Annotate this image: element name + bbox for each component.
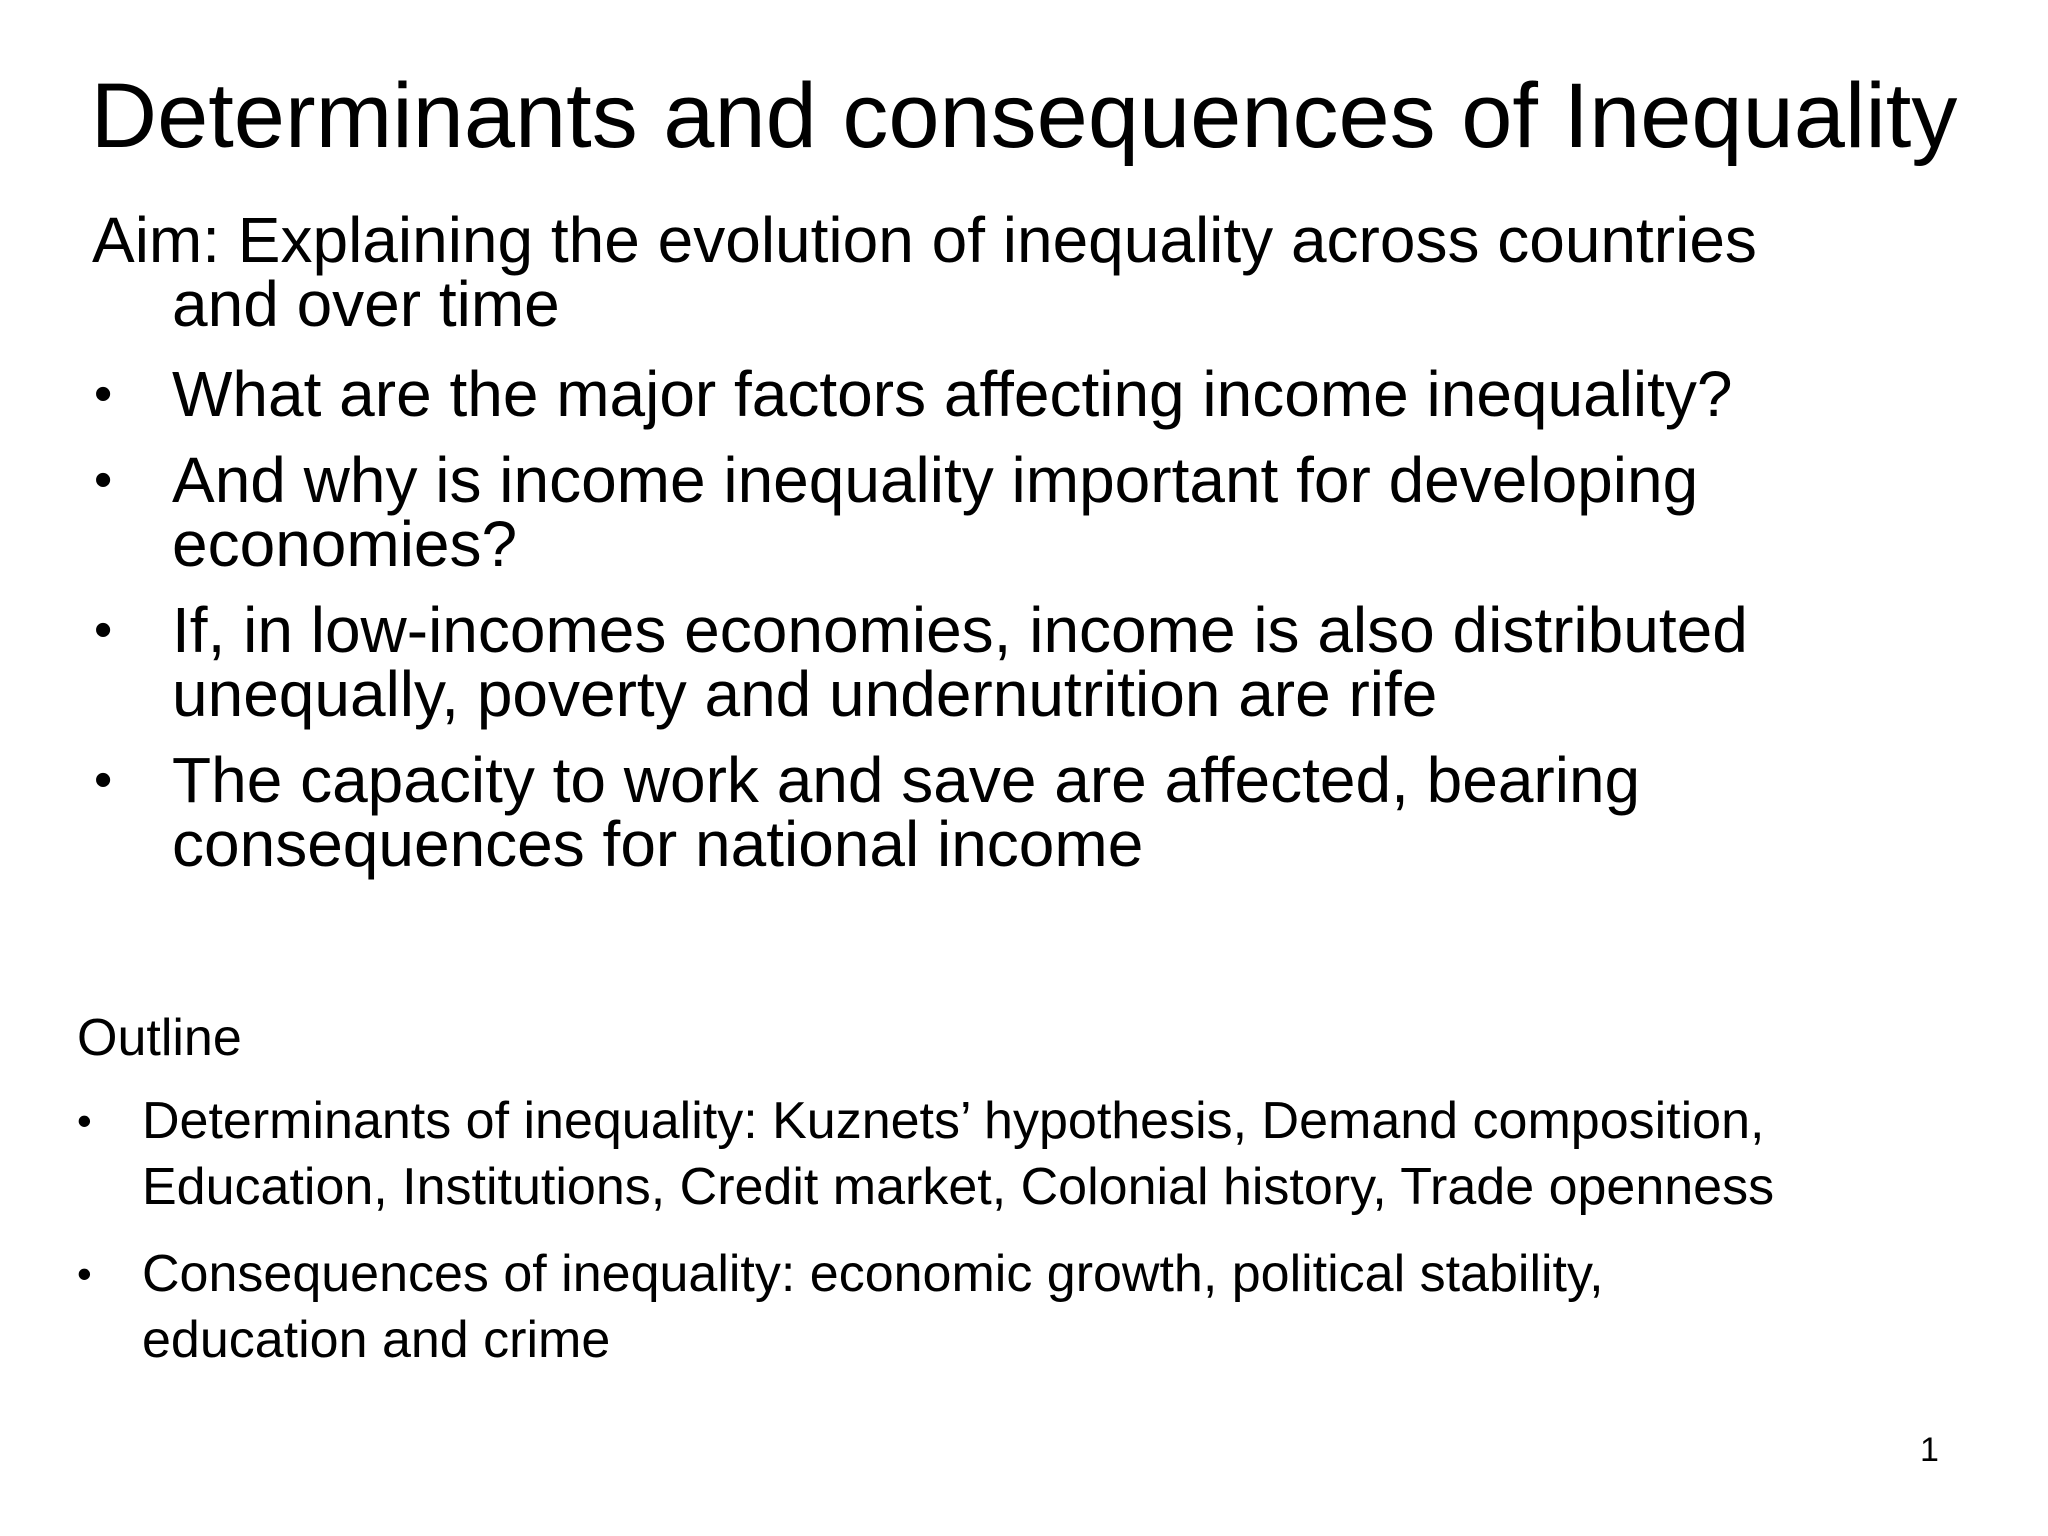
bullet-text-line: unequally, poverty and undernutrition are rife <box>172 658 1438 730</box>
outline-text-line: Education, Institutions, Credit market, Colonial history, Trade openness <box>142 1158 1775 1216</box>
bullet-item <box>92 444 1972 580</box>
bullet-icon: • <box>94 451 113 509</box>
bullet-item <box>92 744 1972 880</box>
bullet-item <box>92 358 1972 430</box>
outline-text-line: Determinants of inequality: Kuznets’ hypothesis, Demand composition, <box>142 1092 1765 1150</box>
bullet-text-line: What are the major factors affecting income inequality? <box>172 358 1733 430</box>
outline-item <box>77 1241 1997 1373</box>
bullet-text-line: consequences for national income <box>172 808 1144 880</box>
bullet-text-line: If, in low-incomes economies, income is also distributed <box>172 594 1748 666</box>
bullet-icon: • <box>77 1097 92 1144</box>
slide-title: Determinants and consequences of Inequality <box>90 65 1958 167</box>
bullet-icon: • <box>94 365 113 423</box>
bullet-text-line: The capacity to work and save are affected, bearing <box>172 744 1641 816</box>
outline-text-line: Consequences of inequality: economic growth, political stability, <box>142 1245 1604 1303</box>
bullet-icon: • <box>94 601 113 659</box>
bullet-icon: • <box>77 1250 92 1297</box>
aim-statement <box>92 204 1972 340</box>
bullet-item <box>92 594 1972 730</box>
aim-bullet-list <box>92 358 1972 898</box>
bullet-icon: • <box>94 751 113 809</box>
page-number: 1 <box>1920 1431 1939 1469</box>
outline-text-line: education and crime <box>142 1311 611 1369</box>
outline-heading: Outline <box>77 1009 242 1067</box>
outline-list <box>77 1088 1997 1394</box>
outline-item <box>77 1088 1997 1220</box>
aim-line-2: and over time <box>172 268 560 340</box>
bullet-text-line: economies? <box>172 508 518 580</box>
aim-line-1: Aim: Explaining the evolution of inequality across countries <box>92 204 1757 276</box>
bullet-text-line: And why is income inequality important for developing <box>172 444 1699 516</box>
